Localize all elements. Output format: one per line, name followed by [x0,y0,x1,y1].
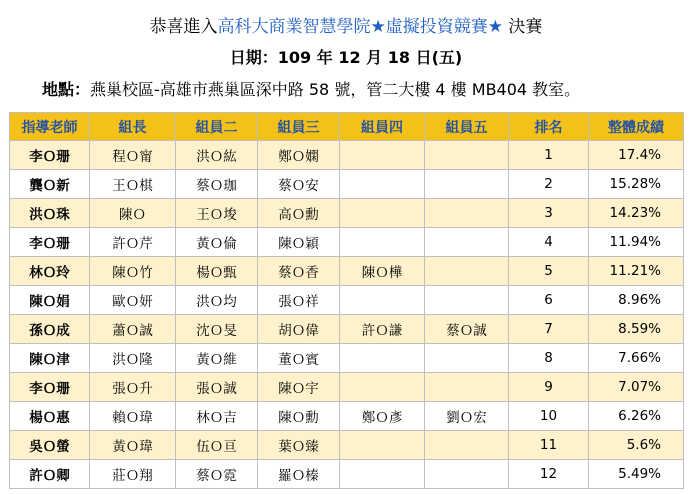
member3-cell: 董Ｏ賓 [258,344,340,373]
member5-cell [425,460,509,489]
table-row [10,257,684,286]
member4-cell: 鄭Ｏ彥 [340,402,425,431]
advisor-cell: 許Ｏ卿 [10,460,90,489]
leader-cell: 洪Ｏ隆 [90,344,176,373]
member2-cell: 洪Ｏ均 [176,286,258,315]
place-value: 燕巢校區-高雄市燕巢區深中路 58 號，管二大樓 4 樓 MB404 教室。 [90,80,581,99]
event-place [42,79,580,101]
member4-cell: 許Ｏ謙 [340,315,425,344]
member5-cell [425,141,509,170]
leader-cell: 賴Ｏ瑋 [90,402,176,431]
member5-cell [425,373,509,402]
score-cell: 14.23% [589,199,684,228]
table-row [10,315,684,344]
member4-cell [340,170,425,199]
column-header-member4: 組員四 [340,113,425,141]
member4-cell [340,373,425,402]
table-row [10,460,684,489]
member2-cell: 楊Ｏ甄 [176,257,258,286]
column-header-member5: 組員五 [425,113,509,141]
member2-cell: 蔡Ｏ珈 [176,170,258,199]
leader-cell: 王Ｏ棋 [90,170,176,199]
advisor-cell: 李Ｏ珊 [10,373,90,402]
member2-cell: 黃Ｏ維 [176,344,258,373]
advisor-cell: 龔Ｏ新 [10,170,90,199]
title-highlight: 高科大商業智慧學院★虛擬投資競賽★ [217,17,504,37]
table-row [10,286,684,315]
leader-cell: 莊Ｏ翔 [90,460,176,489]
leader-cell: 陳Ｏ竹 [90,257,176,286]
member4-cell: 陳Ｏ樺 [340,257,425,286]
score-cell: 8.96% [589,286,684,315]
rank-cell: 3 [509,199,589,228]
table-row [10,431,684,460]
table-row [10,141,684,170]
member5-cell: 蔡Ｏ誠 [425,315,509,344]
table-row [10,228,684,257]
table-row [10,170,684,199]
member4-cell [340,344,425,373]
advisor-cell: 李Ｏ珊 [10,228,90,257]
leader-cell: 歐Ｏ妍 [90,286,176,315]
advisor-cell: 林Ｏ玲 [10,257,90,286]
member4-cell [340,199,425,228]
advisor-cell: 李Ｏ珊 [10,141,90,170]
event-date: 日期：109 年 12 月 18 日(五) [229,48,463,67]
score-cell: 11.94% [589,228,684,257]
score-cell: 6.26% [589,402,684,431]
member3-cell: 張Ｏ祥 [258,286,340,315]
member4-cell [340,286,425,315]
member2-cell: 黃Ｏ倫 [176,228,258,257]
table-row [10,344,684,373]
member3-cell: 蔡Ｏ香 [258,257,340,286]
member4-cell [340,460,425,489]
member3-cell: 鄭Ｏ嫻 [258,141,340,170]
score-cell: 11.21% [589,257,684,286]
leader-cell: 許Ｏ芹 [90,228,176,257]
leader-cell: 陳Ｏ [90,199,176,228]
column-header-score: 整體成績 [589,113,684,141]
leader-cell: 黃Ｏ瑋 [90,431,176,460]
member2-cell: 張Ｏ誠 [176,373,258,402]
rank-cell: 8 [509,344,589,373]
rank-cell: 6 [509,286,589,315]
member3-cell: 高Ｏ勳 [258,199,340,228]
member4-cell [340,228,425,257]
member5-cell [425,199,509,228]
member3-cell: 胡Ｏ偉 [258,315,340,344]
member2-cell: 蔡Ｏ霓 [176,460,258,489]
member5-cell [425,431,509,460]
score-cell: 17.4% [589,141,684,170]
column-header-advisor: 指導老師 [10,113,90,141]
place-label: 地點： [42,80,91,99]
member5-cell [425,257,509,286]
advisor-cell: 洪Ｏ珠 [10,199,90,228]
table-row [10,373,684,402]
title-prefix: 恭喜進入 [149,17,218,37]
table-row [10,199,684,228]
advisor-cell: 陳Ｏ娟 [10,286,90,315]
member3-cell: 蔡Ｏ安 [258,170,340,199]
member3-cell: 陳Ｏ勳 [258,402,340,431]
member3-cell: 羅Ｏ榛 [258,460,340,489]
column-header-leader: 組長 [90,113,176,141]
score-cell: 7.66% [589,344,684,373]
rank-cell: 4 [509,228,589,257]
member4-cell [340,141,425,170]
leader-cell: 蕭Ｏ誠 [90,315,176,344]
rank-cell: 11 [509,431,589,460]
advisor-cell: 陳Ｏ津 [10,344,90,373]
table-body [10,141,684,489]
member4-cell [340,431,425,460]
rank-cell: 1 [509,141,589,170]
rank-cell: 9 [509,373,589,402]
page-title [0,16,692,38]
column-header-rank: 排名 [509,113,589,141]
advisor-cell: 孫Ｏ成 [10,315,90,344]
score-cell: 5.6% [589,431,684,460]
score-cell: 15.28% [589,170,684,199]
member5-cell [425,344,509,373]
rank-cell: 2 [509,170,589,199]
member5-cell: 劉Ｏ宏 [425,402,509,431]
advisor-cell: 吳Ｏ螢 [10,431,90,460]
leader-cell: 張Ｏ升 [90,373,176,402]
member5-cell [425,170,509,199]
leader-cell: 程Ｏ甯 [90,141,176,170]
member3-cell: 葉Ｏ臻 [258,431,340,460]
title-suffix: 決賽 [503,17,543,37]
rank-cell: 10 [509,402,589,431]
score-cell: 8.59% [589,315,684,344]
member2-cell: 洪Ｏ紘 [176,141,258,170]
column-header-member3: 組員三 [258,113,340,141]
rank-cell: 12 [509,460,589,489]
member3-cell: 陳Ｏ宇 [258,373,340,402]
table-header-row [10,113,684,141]
column-header-member2: 組員二 [176,113,258,141]
score-cell: 5.49% [589,460,684,489]
member2-cell: 王Ｏ埈 [176,199,258,228]
member5-cell [425,286,509,315]
member2-cell: 林Ｏ吉 [176,402,258,431]
member3-cell: 陳Ｏ穎 [258,228,340,257]
results-table [9,112,684,489]
table-row [10,402,684,431]
advisor-cell: 楊Ｏ惠 [10,402,90,431]
member5-cell [425,228,509,257]
rank-cell: 5 [509,257,589,286]
member2-cell: 沈Ｏ旻 [176,315,258,344]
rank-cell: 7 [509,315,589,344]
score-cell: 7.07% [589,373,684,402]
member2-cell: 伍Ｏ亘 [176,431,258,460]
